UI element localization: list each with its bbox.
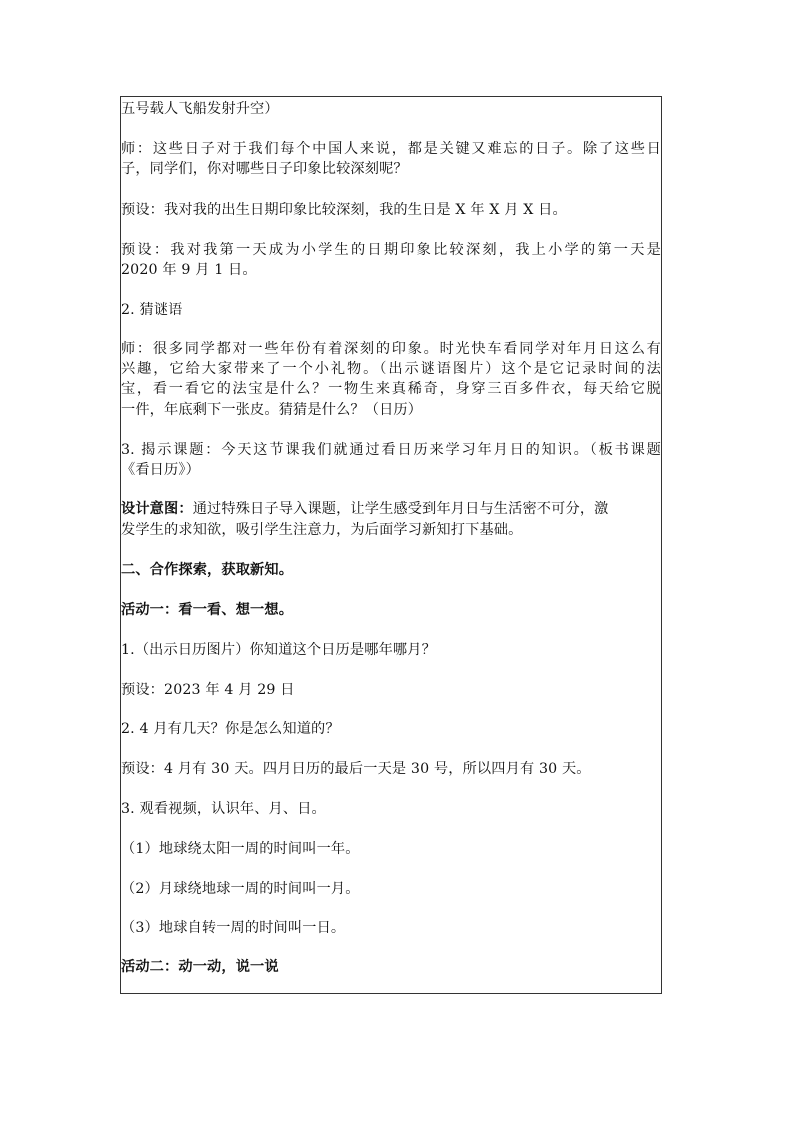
text-line: 发学生的求知欲，吸引学生注意力，为后面学习新知打下基础。 <box>121 522 523 538</box>
text-line: （2）月球绕地球一周的时间叫一月。 <box>121 881 360 897</box>
design-intent-label: 设计意图： <box>121 501 193 517</box>
text-line: 预设：我对我第一天成为小学生的日期印象比较深刻，我上小学的第一天是 <box>121 242 661 258</box>
text-line: 预设：2023 年 4 月 29 日 <box>121 682 295 698</box>
text-line: 1.（出示日历图片）你知道这个日历是哪年哪月？ <box>121 642 436 658</box>
text-line: （3）地球自转一周的时间叫一日。 <box>121 920 346 936</box>
text-line: 一件，年底剩下一张皮。猜猜是什么？（日历） <box>121 402 423 418</box>
text-line: 师：很多同学都对一些年份有着深刻的印象。时光快车看同学对年月日这么有 <box>121 341 661 357</box>
activity-heading: 活动一：看一看、想一想。 <box>121 602 294 618</box>
text-line: 2. 猜谜语 <box>121 302 183 318</box>
text-line: 《看日历》） <box>121 462 200 478</box>
text-line: 子，同学们，你对哪些日子印象比较深刻呢？ <box>121 161 408 177</box>
text-line: 3. 观看视频，认识年、月、日。 <box>121 801 326 817</box>
text-line: 兴趣，它给大家带来了一个小礼物。（出示谜语图片）这个是它记录时间的法 <box>121 361 661 377</box>
section-heading: 二、合作探索，获取新知。 <box>121 562 294 578</box>
activity-heading: 活动二：动一动，说一说 <box>121 959 279 975</box>
document-table-cell <box>120 96 662 994</box>
design-intent-text: 通过特殊日子导入课题，让学生感受到年月日与生活密不可分，激 <box>192 501 609 517</box>
design-intent-line <box>121 499 661 519</box>
text-line: 2020 年 9 月 1 日。 <box>121 262 257 278</box>
text-line: （1）地球绕太阳一周的时间叫一年。 <box>121 841 360 857</box>
text-line: 2. 4 月有几天？你是怎么知道的？ <box>121 721 340 737</box>
text-line: 3. 揭示课题：今天这节课我们就通过看日历来学习年月日的知识。（板书课题 <box>121 442 661 458</box>
text-line: 预设：4 月有 30 天。四月日历的最后一天是 30 号，所以四月有 30 天。 <box>121 761 591 777</box>
text-line: 师：这些日子对于我们每个中国人来说，都是关键又难忘的日子。除了这些日 <box>121 141 661 157</box>
text-line: 预设：我对我的出生日期印象比较深刻，我的生日是 X 年 X 月 X 日。 <box>121 202 567 218</box>
text-line: 五号载人飞船发射升空） <box>121 101 279 117</box>
text-line: 宝，看一看它的法宝是什么？一物生来真稀奇，身穿三百多件衣，每天给它脱 <box>121 381 661 397</box>
